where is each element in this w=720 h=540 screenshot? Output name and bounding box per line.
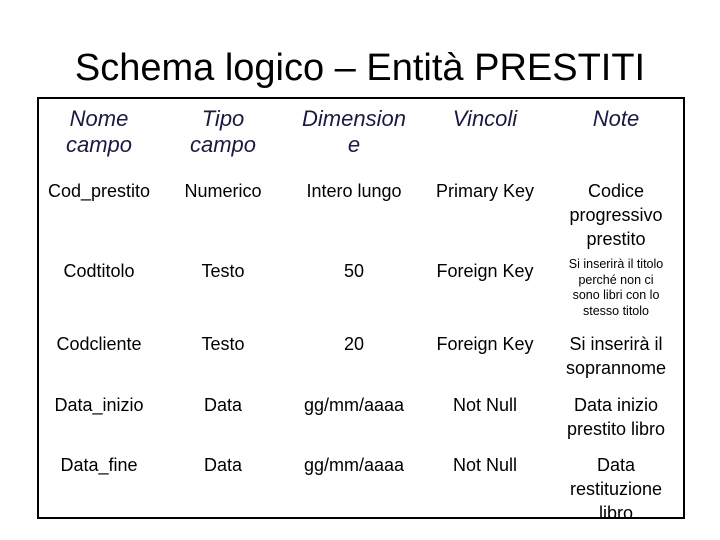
cell-dimensione: Intero lungo [306, 181, 402, 201]
cell-vincoli: Foreign Key [436, 334, 534, 354]
cell-vincoli: Primary Key [435, 181, 534, 201]
cell-tipo-campo: Testo [201, 261, 245, 281]
cell-nome-campo: Codcliente [56, 334, 142, 354]
table-row [39, 324, 683, 385]
cell-nome-campo: Codtitolo [63, 261, 135, 281]
cell-nome-campo: Cod_prestito [47, 181, 151, 201]
cell-dimensione: gg/mm/aaaa [303, 455, 405, 475]
cell-note: Codice progressivo prestito [569, 181, 663, 249]
cell-dimensione: 50 [343, 261, 365, 281]
schema-table [39, 99, 683, 525]
cell-tipo-campo: Numerico [184, 181, 262, 201]
cell-dimensione: gg/mm/aaaa [303, 395, 405, 415]
cell-nome-campo: Data_inizio [54, 395, 144, 415]
cell-note: Si inserirà il soprannome [565, 334, 667, 378]
table-row [39, 251, 683, 324]
cell-tipo-campo: Data [203, 395, 243, 415]
header-tipo-campo: Tipo campo [189, 106, 257, 157]
cell-dimensione: 20 [343, 334, 365, 354]
header-dimensione: Dimension e [302, 106, 406, 157]
slide-title: Schema logico – Entità PRESTITI [74, 47, 646, 89]
cell-nome-campo: Data_fine [60, 455, 138, 475]
table-row [39, 445, 683, 525]
cell-vincoli: Not Null [452, 455, 518, 475]
header-row [39, 99, 683, 171]
cell-tipo-campo: Testo [201, 334, 245, 354]
header-nome-campo: Nome campo [65, 106, 133, 157]
header-note: Note [592, 106, 640, 131]
header-vincoli: Vincoli [452, 106, 518, 131]
cell-note: Data inizio prestito libro [566, 395, 666, 439]
cell-note: Data restituzione libro [569, 455, 663, 523]
table-row [39, 385, 683, 445]
cell-vincoli: Not Null [452, 395, 518, 415]
cell-note: Si inserirà il titolo perché non ci sono libri con lo stesso titolo [568, 257, 664, 318]
cell-vincoli: Foreign Key [436, 261, 534, 281]
cell-tipo-campo: Data [203, 455, 243, 475]
table-row [39, 171, 683, 251]
